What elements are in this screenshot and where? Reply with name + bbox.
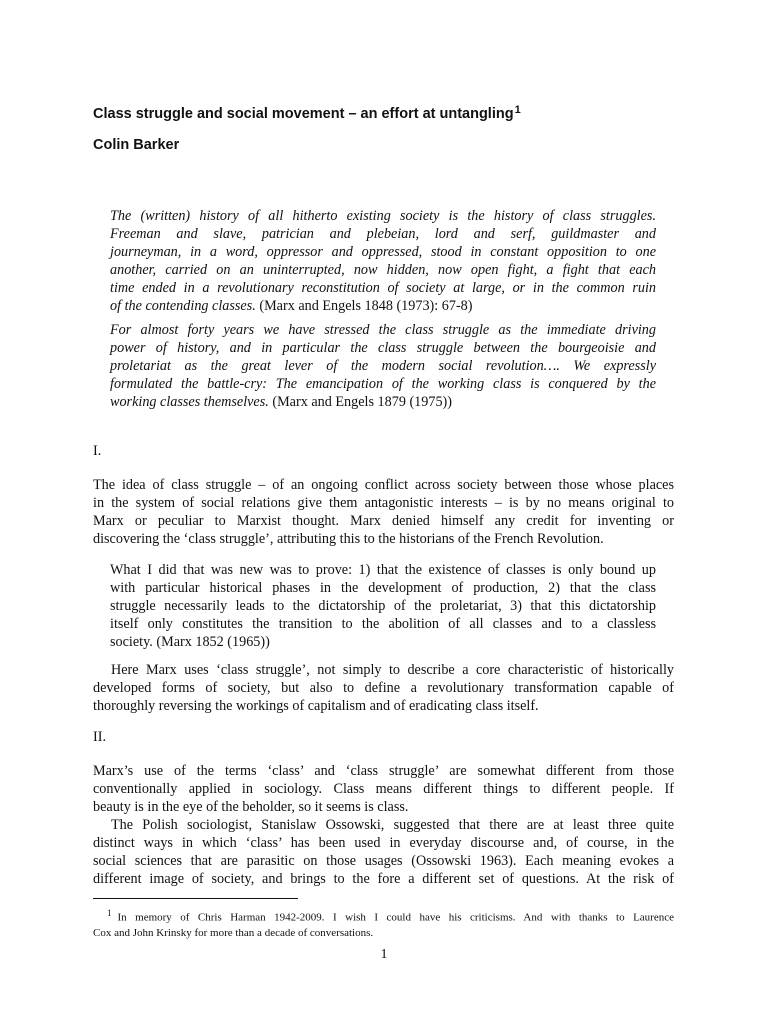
epigraph-1-line: The (written) history of all hitherto existing society is the history of class struggles. bbox=[110, 208, 656, 224]
page-number: 1 bbox=[380, 947, 388, 962]
blockquote-line: society. (Marx 1852 (1965)) bbox=[110, 634, 270, 650]
epigraph-2-citation: (Marx and Engels 1879 (1975)) bbox=[272, 394, 453, 410]
epigraph-1-last-line bbox=[110, 297, 656, 315]
paper-title bbox=[93, 104, 521, 122]
blockquote-line: with particular historical phases in the development of production, 2) that the class bbox=[110, 580, 656, 596]
epigraph-1-line: another, carried on an uninterrupted, now hidden, now open fight, a fight that each bbox=[110, 262, 656, 278]
paragraph-line: distinct ways in which ‘class’ has been used in everyday discourse and, of course, in the bbox=[93, 835, 674, 851]
paragraph-line: social sciences that are parasitic on those usages (Ossowski 1963). Each meaning evokes a bbox=[93, 853, 674, 869]
paragraph-line: Here Marx uses ‘class struggle’, not simply to describe a core characteristic of historically bbox=[111, 662, 674, 678]
paper-title-text: Class struggle and social movement – an effort at untangling bbox=[93, 106, 514, 122]
footnote-line-1 bbox=[93, 906, 674, 926]
title-footnote-marker: 1 bbox=[514, 104, 521, 116]
blockquote-line: itself only constitutes the transition to the abolition of all classes and to a classless bbox=[110, 616, 656, 632]
paragraph-line: different image of society, and brings to the fore a different set of questions. At the risk of bbox=[93, 871, 674, 887]
paragraph-line: in the system of social relations give them antagonistic interests – is by no means original to bbox=[93, 495, 674, 511]
paragraph-line: thoroughly reversing the workings of capitalism and of eradicating class itself. bbox=[93, 698, 539, 714]
paragraph-line: conventionally applied in sociology. Class means different things to different people. If bbox=[93, 781, 674, 797]
section-2-heading: II. bbox=[93, 729, 106, 745]
section-1-paragraph-2 bbox=[93, 661, 674, 715]
epigraph-1-line: of the contending classes. bbox=[110, 298, 256, 314]
paragraph-line: Marx’s use of the terms ‘class’ and ‘class struggle’ are somewhat different from those bbox=[93, 763, 674, 779]
epigraph-1-citation: (Marx and Engels 1848 (1973): 67-8) bbox=[259, 298, 473, 314]
author-name: Colin Barker bbox=[93, 137, 180, 153]
epigraph-2-line: formulated the battle-cry: The emancipation of the working class is conquered by the bbox=[110, 376, 656, 392]
paragraph-line: developed forms of society, but also to define a revolutionary transformation capable of bbox=[93, 680, 674, 696]
footnote bbox=[93, 906, 674, 941]
footnote-marker: 1 bbox=[107, 908, 112, 918]
epigraph-1-line: Freeman and slave, patrician and plebeian, lord and serf, guildmaster and bbox=[110, 226, 656, 242]
footnote-divider bbox=[93, 898, 298, 899]
section-1-paragraph-1 bbox=[93, 476, 674, 548]
footnote-line-2: Cox and John Krinsky for more than a decade of conversations. bbox=[93, 926, 374, 939]
epigraph-2-line: For almost forty years we have stressed the class struggle as the immediate driving bbox=[110, 322, 656, 338]
epigraph-2-last-line bbox=[110, 393, 656, 411]
paragraph-line: The Polish sociologist, Stanislaw Ossowski, suggested that there are at least three quite bbox=[111, 817, 674, 833]
epigraph-2 bbox=[110, 321, 656, 411]
epigraph-1-line: journeyman, in a word, oppressor and oppressed, stood in constant opposition to one bbox=[110, 244, 656, 260]
epigraph-2-line: power of history, and in particular the class struggle between the bourgeoisie and bbox=[110, 340, 656, 356]
section-1-blockquote bbox=[110, 561, 656, 651]
epigraph-2-line: proletariat as the great lever of the modern social revolution…. We expressly bbox=[110, 358, 656, 374]
paragraph-line: beauty is in the eye of the beholder, so it seems is class. bbox=[93, 799, 409, 815]
blockquote-line: What I did that was new was to prove: 1) that the existence of classes is only bound up bbox=[110, 562, 656, 578]
section-2-paragraph-2 bbox=[93, 816, 674, 888]
section-2-paragraph-1 bbox=[93, 762, 674, 816]
paragraph-line: The idea of class struggle – of an ongoing conflict across society between those whose places bbox=[93, 477, 674, 493]
epigraph-1 bbox=[110, 207, 656, 315]
epigraph-2-line: working classes themselves. bbox=[110, 394, 269, 410]
footnote-text: In memory of Chris Harman 1942-2009. I wish I could have his criticisms. And with thanks to Laurence bbox=[117, 911, 674, 924]
paragraph-line: discovering the ‘class struggle’, attributing this to the historians of the French Revolution. bbox=[93, 531, 604, 547]
section-1-heading: I. bbox=[93, 443, 102, 459]
blockquote-line: struggle necessarily leads to the dictatorship of the proletariat, 3) that this dictatorship bbox=[110, 598, 656, 614]
epigraph-1-line: time ended in a revolutionary reconstitution of society at large, or in the common ruin bbox=[110, 280, 656, 296]
paragraph-line: Marx or peculiar to Marxist thought. Marx denied himself any credit for inventing or bbox=[93, 513, 674, 529]
